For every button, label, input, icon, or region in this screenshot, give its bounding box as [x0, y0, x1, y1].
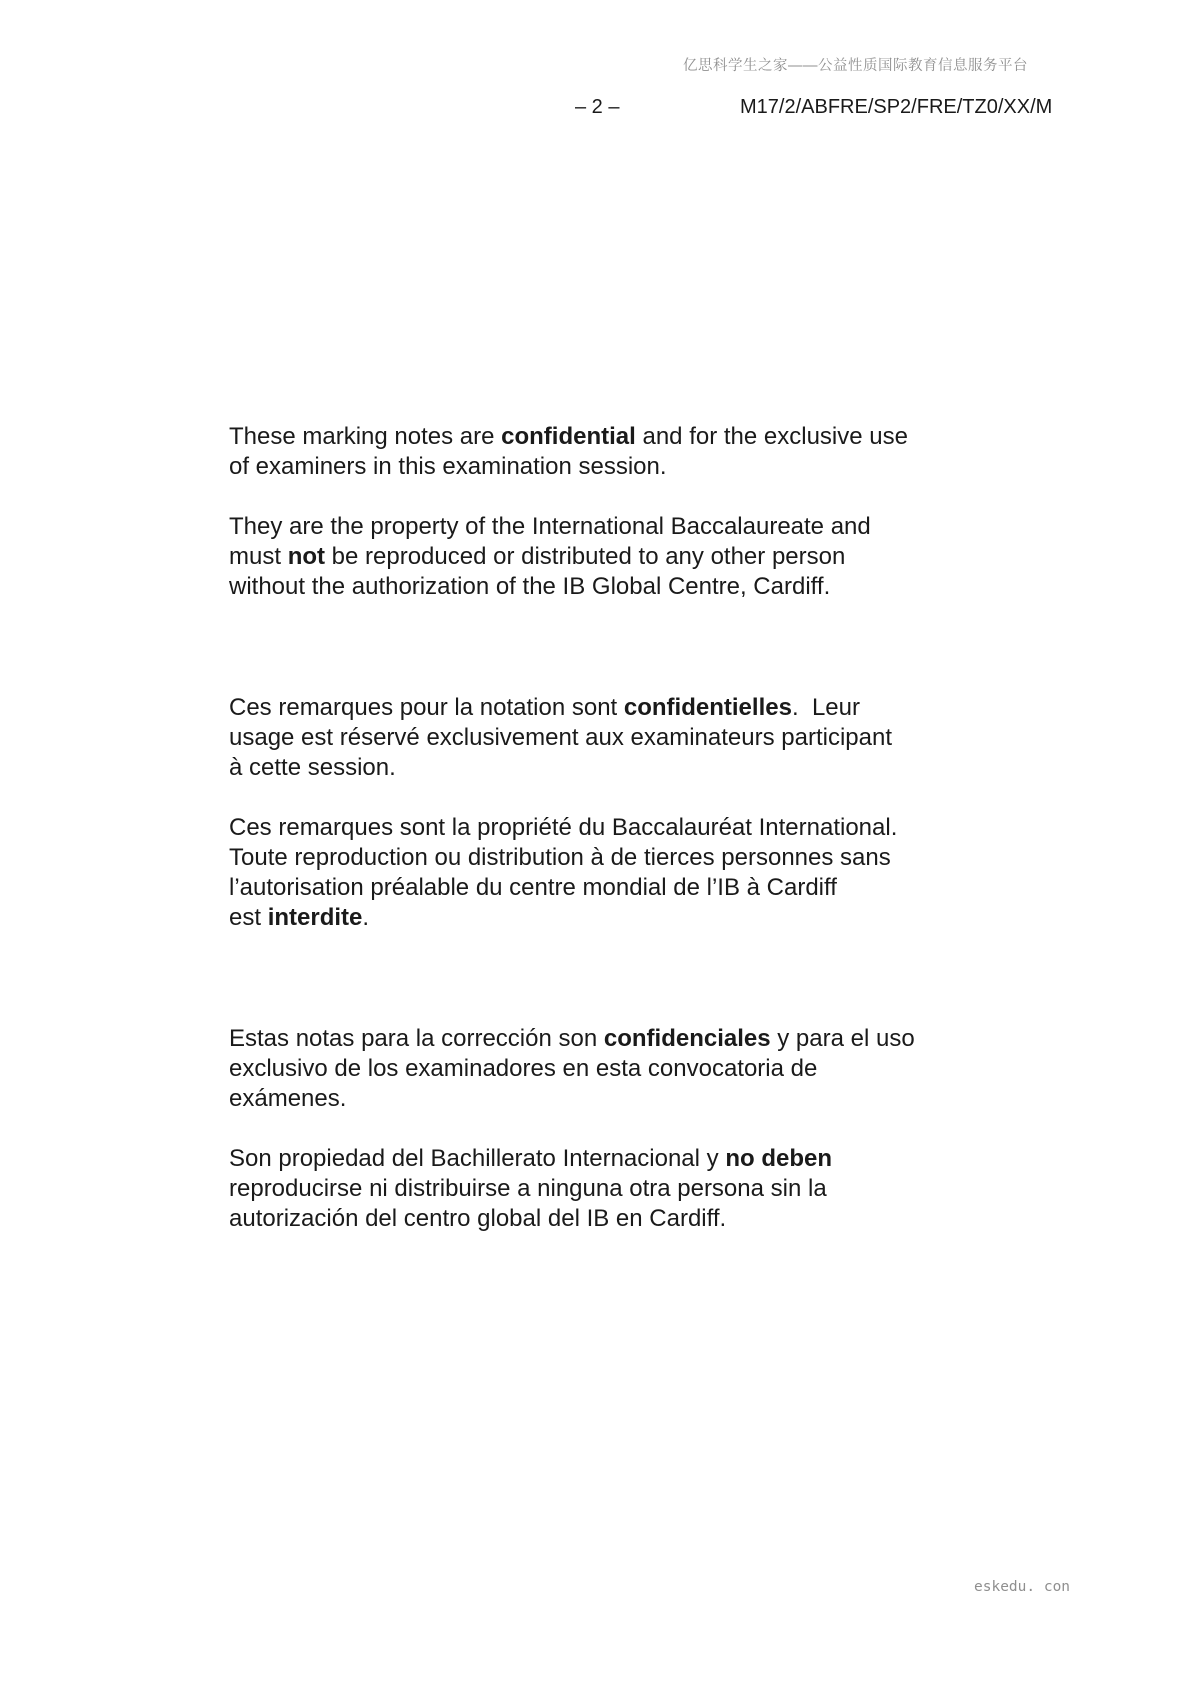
footer-watermark: eskedu. con — [974, 1579, 1071, 1595]
spanish-property-line-1 — [229, 1144, 1009, 1174]
spanish-notice-line-2: exclusivo de los examinadores en esta convocatoria de — [229, 1055, 818, 1082]
emphasis-no-deben: no deben — [725, 1145, 832, 1172]
french-property-line-2: Toute reproduction ou distribution à de tierces personnes sans — [229, 844, 891, 871]
emphasis-not: not — [287, 543, 325, 570]
emphasis-confidentielles: confidentielles — [623, 694, 792, 721]
text-segment: y para el uso — [770, 1025, 915, 1052]
english-property-line-3: without the authorization of the IB Global Centre, Cardiff. — [229, 573, 831, 600]
text-segment: Estas notas para la corrección son — [229, 1025, 604, 1052]
french-property-notice — [229, 813, 1009, 933]
text-segment: and for the exclusive use — [635, 423, 908, 450]
emphasis-interdite: interdite — [267, 904, 363, 931]
english-notice-line-2: of examiners in this examination session. — [229, 453, 667, 480]
french-notice-line-2: usage est réservé exclusivement aux examinateurs participant — [229, 724, 892, 751]
spanish-property-line-2: reproducirse ni distribuirse a ninguna otra persona sin la — [229, 1175, 827, 1202]
spanish-property-notice — [229, 1144, 1009, 1234]
text-segment: Son propiedad del Bachillerato Internacional y — [229, 1145, 726, 1172]
text-segment: est — [229, 904, 268, 931]
english-property-notice — [229, 512, 1009, 602]
french-property-line-4 — [229, 903, 1009, 933]
spanish-notice-line-3: exámenes. — [229, 1085, 347, 1112]
text-segment: be reproduced or distributed to any other person — [325, 543, 846, 570]
emphasis-confidential: confidential — [501, 423, 636, 450]
spanish-notice-line-1 — [229, 1024, 1009, 1054]
english-property-line-1: They are the property of the International Baccalaureate and — [229, 513, 871, 540]
french-confidentiality-notice — [229, 693, 1009, 783]
header-watermark: 亿思科学生之家——公益性质国际教育信息服务平台 — [683, 58, 1028, 74]
page-number: – 2 – — [575, 96, 620, 118]
spanish-confidentiality-notice — [229, 1024, 1009, 1114]
french-notice-line-3: à cette session. — [229, 754, 396, 781]
emphasis-confidenciales: confidenciales — [603, 1025, 771, 1052]
text-segment: . — [362, 904, 370, 931]
text-segment: . Leur — [791, 694, 860, 721]
text-segment: must — [229, 543, 288, 570]
french-notice-line-1 — [229, 693, 1009, 723]
french-property-line-3: l’autorisation préalable du centre mondial de l’IB à Cardiff — [229, 874, 837, 901]
english-confidentiality-notice — [229, 422, 1009, 482]
spanish-property-line-3: autorización del centro global del IB en Cardiff. — [229, 1205, 727, 1232]
english-property-line-2 — [229, 542, 1009, 572]
english-notice-line-1 — [229, 422, 1009, 452]
french-property-line-1: Ces remarques sont la propriété du Baccalauréat International. — [229, 814, 898, 841]
text-segment: Ces remarques pour la notation sont — [229, 694, 624, 721]
paper-code: M17/2/ABFRE/SP2/FRE/TZ0/XX/M — [740, 96, 1053, 118]
text-segment: These marking notes are — [229, 423, 502, 450]
